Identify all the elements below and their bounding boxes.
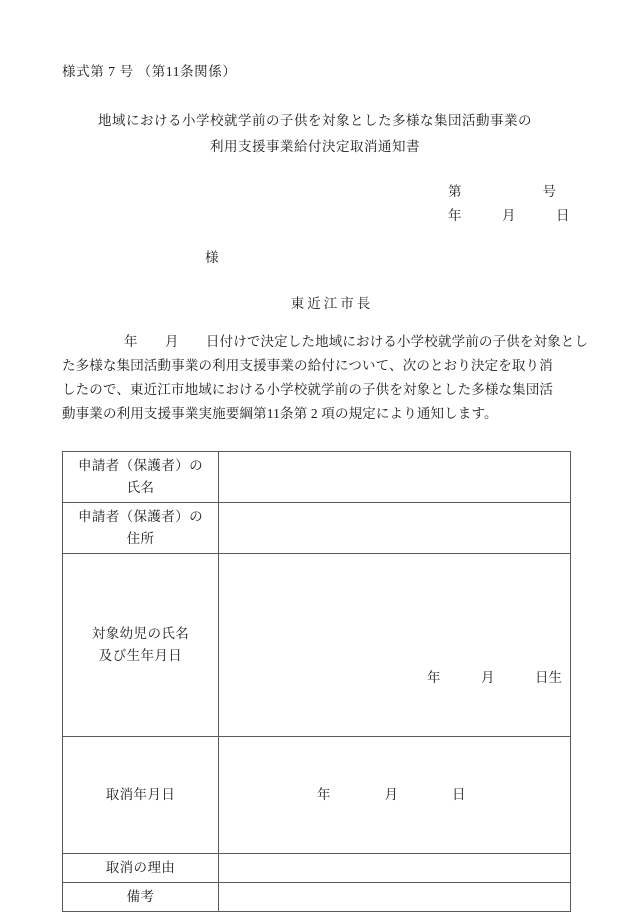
title-line-2: 利用支援事業給付決定取消通知書 <box>210 139 420 154</box>
table-row <box>63 452 571 503</box>
row-label-cancellation-reason <box>63 854 219 883</box>
row-value-remarks[interactable] <box>219 883 571 912</box>
row-value-applicant-name[interactable] <box>219 452 571 503</box>
reference-and-date-block <box>330 180 568 228</box>
label-text-line-1: 取消年月日 <box>105 787 176 802</box>
document-title <box>62 108 568 160</box>
issuer-name: 東近江市長 <box>290 296 374 311</box>
application-details-table <box>62 451 571 912</box>
body-line-3: したので、東近江市地域における小学校就学前の子供を対象とした多様な集団活 <box>62 382 554 397</box>
row-label-remarks <box>63 883 219 912</box>
label-text-line-2: 及び生年月日 <box>98 648 183 663</box>
table-row <box>63 883 571 912</box>
title-line-1: 地域における小学校就学前の子供を対象とした多様な集団活動事業の <box>98 113 532 128</box>
label-text-line-1: 取消の理由 <box>105 860 176 875</box>
label-text-line-1: 申請者（保護者）の <box>77 509 204 524</box>
value-text <box>219 883 570 911</box>
row-value-applicant-address[interactable] <box>219 503 571 554</box>
reference-number: 第 号 <box>448 184 556 199</box>
table-row <box>63 854 571 883</box>
row-label-applicant-address <box>63 503 219 554</box>
table-row <box>63 503 571 554</box>
label-text-line-1: 対象幼児の氏名 <box>91 626 190 641</box>
addressee-honorific: 様 <box>205 250 219 265</box>
label-text-line-2: 氏名 <box>126 480 155 495</box>
birthdate-placeholder: 年 月 日生 <box>427 670 562 685</box>
row-value-child-name-birthdate[interactable] <box>219 554 571 737</box>
table-row <box>63 554 571 737</box>
cancellation-date-placeholder: 年 月 日 <box>317 787 466 802</box>
row-label-child-name-birthdate <box>63 554 219 737</box>
row-value-cancellation-date[interactable] <box>219 737 571 854</box>
value-text <box>219 452 570 502</box>
body-paragraph <box>62 330 589 426</box>
issue-date: 年 月 日 <box>448 208 570 223</box>
row-label-cancellation-date <box>63 737 219 854</box>
value-text <box>219 503 570 553</box>
value-blank-line <box>219 601 570 623</box>
body-line-1: 年 月 日付けで決定した地域における小学校就学前の子供を対象とし <box>124 334 589 349</box>
value-text <box>219 854 570 882</box>
table-row <box>63 737 571 854</box>
form-number: 様式第 7 号 （第11条関係） <box>62 64 237 79</box>
row-label-applicant-name <box>63 452 219 503</box>
body-line-2: た多様な集団活動事業の利用支援事業の給付について、次のとおり決定を取り消 <box>62 358 553 373</box>
row-value-cancellation-reason[interactable] <box>219 854 571 883</box>
label-text-line-2: 住所 <box>126 531 155 546</box>
label-text-line-1: 備考 <box>126 889 155 904</box>
body-line-4: 動事業の利用支援事業実施要綱第11条第 2 項の規定により通知します。 <box>62 406 498 421</box>
label-text-line-1: 申請者（保護者）の <box>77 458 204 473</box>
